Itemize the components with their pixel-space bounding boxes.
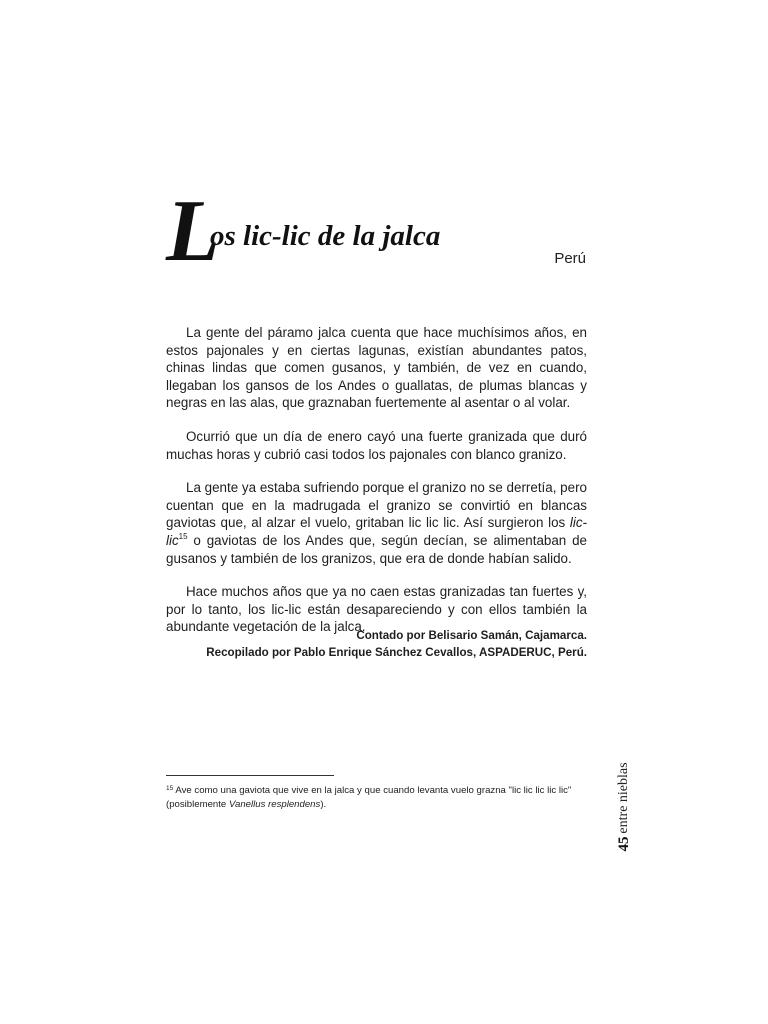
- credit-told-by: Contado por Belisario Samán, Cajamarca.: [356, 629, 587, 642]
- footnote-number: 15: [166, 785, 174, 792]
- paragraph-4: Hace muchos años que ya no caen estas granizadas tan fuertes y, por lo tanto, los lic-lic están desapareciendo y con ellos también la abundante vegetación de la jalca.: [166, 584, 587, 635]
- paragraph-3-after: o gaviotas de los Andes que, según decían, se alimentaban de gusanos y también de los granizos, que era de donde habían salido.: [166, 532, 587, 566]
- credits: [166, 627, 587, 661]
- title-text: os lic-lic de la jalca: [210, 220, 441, 252]
- paragraph-2: Ocurrió que un día de enero cayó una fuerte granizada que duró muchas horas y cubrió casi todos los pajonales con blanco granizo.: [166, 428, 587, 462]
- running-head-text: entre nieblas: [616, 762, 631, 834]
- credit-compiled-by: Recopilado por Pablo Enrique Sánchez Cevallos, ASPADERUC, Perú.: [206, 646, 587, 659]
- title-country: Perú: [554, 250, 586, 267]
- paragraph-3: [166, 479, 587, 567]
- footnote-after: ).: [320, 799, 327, 810]
- paragraph-1: La gente del páramo jalca cuenta que hace muchísimos años, en estos pajonales y en ciertas lagunas, existían abundantes patos, chinas lindas que comen gusanos, y también, de vez en cuando, llegaban los gansos de los Andes o guallatas, de plumas blancas y negras en las alas, que graznaban fuertemente al asentar o al volar.: [166, 325, 587, 411]
- footnote-italic: Vanellus resplendens: [228, 799, 321, 810]
- paragraph-3-italic: lic-lic: [166, 515, 587, 548]
- footnote-before: Ave como una gaviota que vive en la jalca y que cuando levanta vuelo grazna "lic lic lic lic lic" (posiblemente: [166, 785, 572, 810]
- page-number-text: 45: [616, 836, 632, 852]
- footnote: [166, 784, 596, 812]
- running-head: [614, 758, 634, 838]
- footnote-divider: [166, 775, 334, 776]
- footnote-ref: 15: [178, 531, 188, 541]
- story-title: [166, 183, 586, 280]
- paragraph-3-before: La gente ya estaba sufriendo porque el granizo no se derretía, pero cuentan que en la madrugada el granizo se convirtió en blancas gaviotas que, al alzar el vuelo, gritaban lic lic lic. Así surgieron los: [166, 480, 587, 531]
- title-dropcap: L: [166, 183, 220, 280]
- story-body: [166, 324, 587, 652]
- page-number: [612, 834, 636, 854]
